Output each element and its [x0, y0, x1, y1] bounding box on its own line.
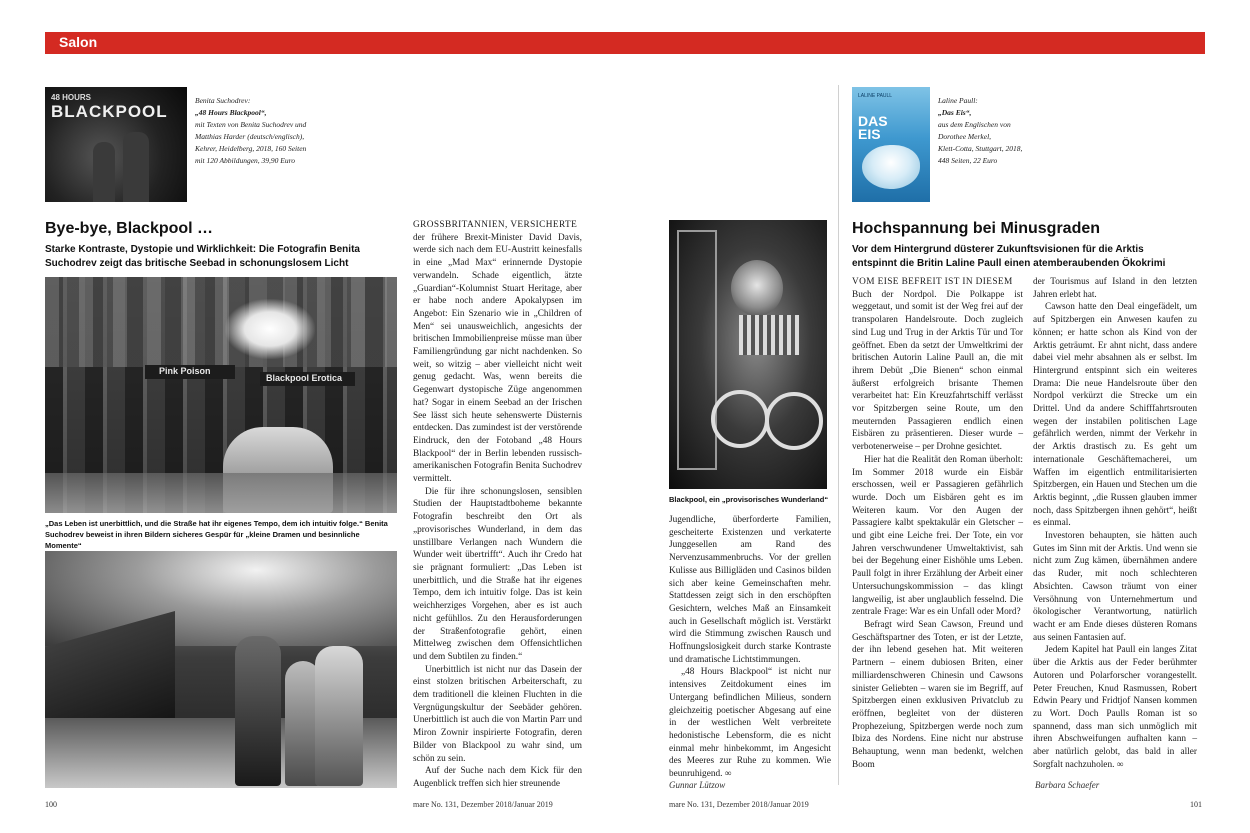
das-eis-book-cover: [852, 87, 930, 202]
left-headline: Bye-bye, Blackpool …: [45, 220, 214, 237]
issue-line-right: mare No. 131, Dezember 2018/Januar 2019: [669, 800, 809, 809]
right-author-signature: Barbara Schaefer: [1035, 780, 1100, 790]
photo-ground: [45, 473, 397, 513]
left-author-signature: Gunnar Lützow: [669, 780, 726, 790]
cover-figure: [123, 132, 149, 202]
paragraph: Jugendliche, überforderte Familien, gescheiterte Existenzen und verkaterte Junggesellen am Rand des Nervenzusammenbruchs. Vor der grellen Kulisse aus Billigläden und Casinos bilden sich aber keine Gemeinschaften mehr. Stattdessen zeigt sich in den erschöpften Gesichtern, welches Maß an Einsamkeit auch in Gesellschaft möglich ist. Verstärkt wird die Stimmung zwischen Rausch und Hoffnungslosigkeit durch starke Kontraste und dramatische Lichtstimmungen.: [669, 515, 831, 665]
column-lead-caps: VOM EISE BEFREIT IST IN DIESEM: [852, 277, 1013, 287]
bike-figure-photo: [669, 220, 827, 489]
right-headline: Hochspannung bei Minusgraden: [852, 220, 1101, 237]
page-number-left: 100: [45, 800, 57, 809]
book-author: Laline Paull:: [938, 96, 978, 105]
book-detail: mit Texten von Benita Suchodrev und: [195, 120, 307, 129]
column-lead-caps: GROSSBRITANNIEN, VERSICHERTE: [413, 220, 578, 230]
paragraph: Auf der Suche nach dem Kick für den Augenblick treffen sich hier streunende: [413, 766, 582, 789]
right-deck: Vor dem Hintergrund düsterer Zukunftsvisionen für die Arktis entspinnt die Britin Laline Paull einen atemberaubenden Ökokrimi: [852, 244, 1166, 269]
book-title: „48 Hours Blackpool“,: [195, 108, 267, 117]
photo-sky: [45, 551, 397, 646]
cover-hours-text: 48 HOURS: [51, 93, 92, 102]
blackpool-book-cover: [45, 87, 187, 202]
photo-shop-sign: [260, 372, 355, 386]
book-detail: Kehrer, Heidelberg, 2018, 160 Seiten: [195, 144, 307, 153]
paragraph: der Tourismus auf Island in den letzten Jahren erlebt hat.: [1033, 277, 1197, 300]
paragraph: Befragt wird Sean Cawson, Freund und Geschäftspartner des Toten, er ist der Letzte, der ihn lebend gesehen hat. Mit weiteren Partnern – einem dubiosen Briten, einer milliardenschweren Chinesin und Cawsons sinister Geliebten – waren sie im Begriff, auf Spitzbergen einen exklusiven Privatclub zu eröffnen, begleitet von der düsteren Prophezeiung, Spitzbergen werde noch zum Ibiza des Nordens. Eine nicht nur abstruse Behauptung, wenn man bedenkt, welchen Boom: [852, 619, 1023, 770]
right-article-column-d: [1033, 276, 1197, 776]
book-detail: Matthias Harder (deutsch/englisch),: [195, 132, 305, 141]
book-detail: mit 120 Abbildungen, 39,90 Euro: [195, 156, 295, 165]
book-title: „Das Eis“,: [938, 108, 972, 117]
photo-masked-figure: [731, 260, 783, 316]
book-detail: 448 Seiten, 22 Euro: [938, 156, 998, 165]
photo-bike-wheel: [765, 392, 823, 450]
left-article-column-a: [413, 219, 582, 793]
left-article-column-b: [669, 514, 831, 780]
bike-photo-caption: Blackpool, ein „provisorisches Wunderland“: [669, 495, 829, 504]
photo-sign-text: Blackpool Erotica: [266, 373, 343, 383]
issue-line-left: mare No. 131, Dezember 2018/Januar 2019: [413, 800, 553, 809]
cover-title-text: DAS EIS: [858, 113, 888, 142]
das-eis-book-info: [938, 95, 1098, 167]
paragraph: Jedem Kapitel hat Paull ein langes Zitat über die Arktis aus der Feder berühmter Autoren und Polarforscher vorangestellt. Peter Freuchen, Knud Rasmussen, Robert Edwin Peary und Fridtjof Nansen kommen zu Wort. Doch Paulls Roman ist so spannend, dass man sich unmöglich mit ihren Abschweifungen aufhalten kann – aber natürlich gelobt, das bald in aller Sorgfalt nachzuholen. ∞: [1033, 645, 1197, 770]
section-label: Salon: [59, 34, 98, 50]
photo-person: [235, 636, 281, 786]
book-detail: aus dem Englischen von: [938, 120, 1011, 129]
right-article-column-c: [852, 276, 1023, 796]
page-gutter: [838, 85, 839, 785]
paragraph: Unerbittlich ist nicht nur das Dasein der einst stolzen britischen Arbeiterschaft, zu dem traditionell die kleinen Fluchten in die Vergnügungskultur der Seebäder gehören. Unerbittlich ist auch die von Martin Parr und Miron Zownir inspirierte Fotografin, deren Bilder von Blackpool zu wahr sind, um schön zu sein.: [413, 664, 582, 764]
paragraph: Hier hat die Realität den Roman überholt: Im Sommer 2018 wurde ein Eisbär erschossen, weil er Passagieren gefährlich wurde. Doch um Eisbären geht es im Weiteren kaum. Vor den Augen der Passagiere kalbt spektakulär ein Gletscher – und gibt eine Leiche frei. Der Tote, ein vor Jahren verschwundener Umweltaktivist, sah bei der Begehung einer Eishöhle ums Leben. Paull folgt in ihrer Erzählung der Arbeit einer Untersuchungskommission – das klingt langweilig, ist aber unglaublich fesselnd. Die zentrale Frage: War es ein Unfall oder Mord?: [852, 454, 1023, 618]
photo-seagull: [225, 299, 315, 359]
photo-sign-text: Pink Poison: [159, 366, 211, 376]
blackpool-book-info: [195, 95, 355, 167]
blackpool-street-photo: [45, 277, 397, 513]
blackpool-people-photo: [45, 551, 397, 788]
paragraph: der frühere Brexit-Minister David Davis, werde sich nach dem EU-Austritt keinesfalls in eine „Mad Max“ erinnernde Dystopie verwandeln. Schade eigentlich, ätzte „Guardian“-Kolumnist Stuart Heritage, aber er habe noch andere Apokalypsen im Angebot: Ein Szenario wie in „Children of Men“ sei unausweichlich, angesichts der britischen Immobilienpreise müsse man über Familiengründung gar nicht nachdenken. So weit, so witzig – aber vielleicht nicht weit genug gedacht. Was, wenn bereits die Gegenwart dystopische Züge angenommen hat? Sogar in einem Seebad an der Irischen See lässt sich heute sehenswerte Düsternis entdecken. Das zumindest ist der verstörende Eindruck, den der Fotoband „48 Hours Blackpool“ der in Berlin lebenden russisch-amerikanischen Fotografin Benita Suchodrev vermittelt.: [413, 232, 582, 485]
cover-iceberg: [862, 145, 920, 189]
cover-title-text: BLACKPOOL: [51, 102, 168, 121]
paragraph: Buch der Nordpol. Die Polkappe ist weggetaut, und somit ist der Weg frei auf der transpolaren Handelsroute. Doch zugleich sind Lug und Trug in der Arktis Tür und Tor geöffnet. Eben da setzt der Umweltkrimi der britischen Autorin Laline Paull an, die mit ihrem Debüt „Die Bienen“ schon einmal äußerst erfolgreich brisante Themen verarbeitet hat: Ein Kreuzfahrtschiff verlässt vor Spitzbergen seine Route, um den meuternden Passagieren endlich einen Eisbären zu präsentieren. Dieser wurde – verbotenerweise – per Drohne gesichtet.: [852, 289, 1023, 453]
photo-building: [45, 277, 397, 367]
photo-shop-sign: [145, 365, 235, 379]
photo-crate: [739, 315, 799, 355]
paragraph: Die für ihre schonungslosen, sensiblen Studien der Hauptstadtboheme bekannte Fotografin beschreibt den Ort als „provisorisches Wunderland, in dem das unstillbare Verlangen nach Wundern die Wunder weit übertrifft“. Auch ihr Credo hat sie prägnant formuliert: „Das Leben ist unerbittlich, und die Straße hat ihr eigenes Tempo, dem ich intuitiv folge. Das ist kein weichherziges Vorgehen, aber es ist auch nicht gefühllos. Zu den Herausforderungen der Straßenfotografie gehört, einen Mittelweg zwischen dem Offensichtlichen und dem Subtilen zu finden.“: [413, 486, 582, 662]
photo-person: [315, 646, 363, 786]
paragraph: „48 Hours Blackpool“ ist nicht nur intensives Zeitdokument eines im Untergang befindlichen Milieus, sondern gleichzeitig poetischer Abgesang auf eine in der westlichen Welt verbreitete hedonistische Lebensform, die es nicht einmal mehr hinbekommt, im Angesicht des Meeres zur Ruhe zu kommen. Wie beunruhigend. ∞: [669, 667, 831, 780]
book-author: Benita Suchodrev:: [195, 96, 251, 105]
book-detail: Klett-Cotta, Stuttgart, 2018,: [938, 144, 1023, 153]
page-number-right: 101: [1190, 800, 1202, 809]
cover-author-text: LALINE PAULL: [858, 93, 893, 99]
photo-door: [677, 230, 717, 470]
photo-bike-wheel: [711, 390, 769, 448]
book-detail: Dorothee Merkel,: [938, 132, 992, 141]
left-deck: Starke Kontraste, Dystopie und Wirklichkeit: Die Fotografin Benita Suchodrev zeigt das britische Seebad in schonungslosem Licht: [45, 244, 360, 269]
cover-figure: [93, 142, 115, 202]
street-photo-caption: „Das Leben ist unerbittlich, und die Straße hat ihr eigenes Tempo, dem ich intuitiv folge.“ Benita Suchodrev beweist in ihren Bildern sicheres Gespür für „kleine Dramen und besinnliche Momente“: [45, 519, 388, 550]
section-header-bar: [45, 32, 1205, 54]
paragraph: Investoren behaupten, sie hätten auch Gutes im Sinn mit der Arktis. Und wenn sie nicht zum Zug kämen, übernähmen andere das Ruder, mit noch schlechteren Absichten. Cawson träumt von einer Versöhnung von Unternehmertum und ökologischer Verantwortung, natürlich wacht er am Ende dieses düsteren Romans aus seinen Fantasien auf.: [1033, 531, 1197, 643]
paragraph: Cawson hatte den Deal eingefädelt, um auf Spitzbergen ein Anwesen kaufen zu können; er hatte schon als Kind von der Arktis geträumt. Er ahnt nicht, dass andere dabei viel mehr absahnen als er selbst. Im Hintergrund entspinnt sich ein weiteres Drama: Die neue Handelsroute über den Nordpol verkürzt die Strecke um ein Drittel. Und da andere Schifffahrtsrouten wegen der instabilen politischen Lage gefährlich werden, nimmt der Verkehr in der Arktis drastisch zu. Es geht um internationale Geschäftemacherei, um Waffen im eigentlich entmilitarisierten Spitzbergen, ein Hauen und Stechen um die Arktis beginnt, „die Russen glauben immer noch, dass Spitzbergen ihnen gehört“, heißt es einmal.: [1033, 302, 1197, 529]
